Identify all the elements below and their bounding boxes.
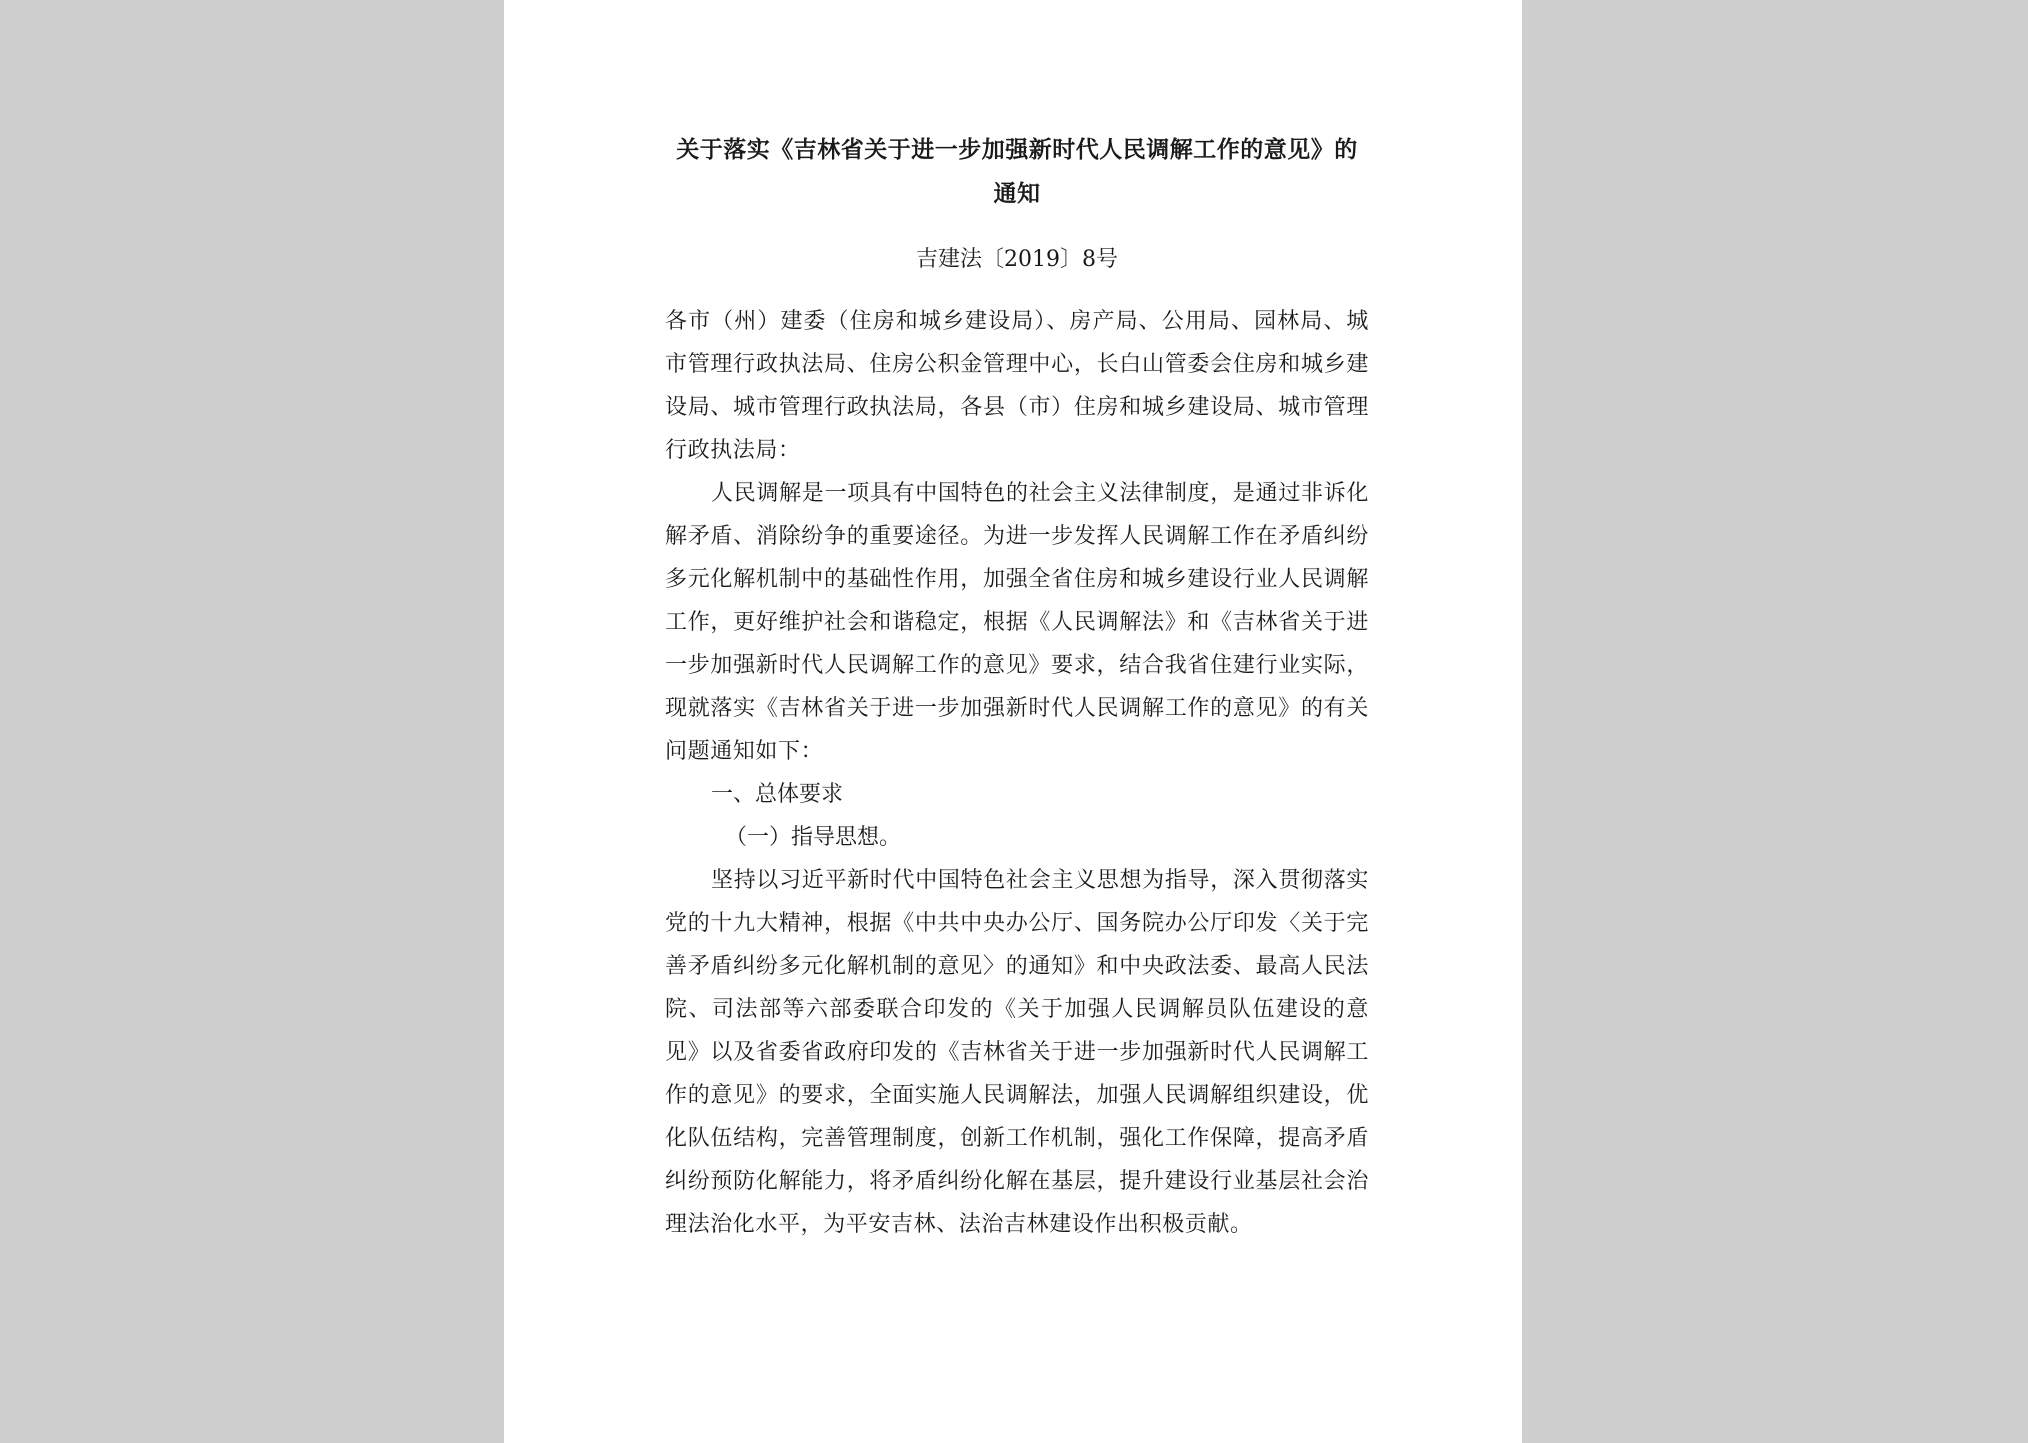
addressee-paragraph: 各市（州）建委（住房和城乡建设局）、房产局、公用局、园林局、城市管理行政执法局、住房公积金管理中心，长白山管委会住房和城乡建设局、城市管理行政执法局，各县（市）住房和城乡建设局、城市管理行政执法局： (665, 309, 1369, 463)
document-title-line-1: 关于落实《吉林省关于进一步加强新时代人民调解工作的意见》的 (676, 136, 1358, 163)
document-page (504, 0, 1522, 1443)
subsection-heading-guiding-ideology: （一）指导思想。 (725, 825, 902, 850)
guiding-ideology-paragraph: 坚持以习近平新时代中国特色社会主义思想为指导，深入贯彻落实党的十九大精神，根据《中共中央办公厅、国务院办公厅印发〈关于完善矛盾纠纷多元化解机制的意见〉的通知》和中央政法委、最高人民法院、司法部等六部委联合印发的《关于加强人民调解员队伍建设的意见》以及省委省政府印发的《吉林省关于进一步加强新时代人民调解工作的意见》的要求，全面实施人民调解法，加强人民调解组织建设，优化队伍结构，完善管理制度，创新工作机制，强化工作保障，提高矛盾纠纷预防化解能力，将矛盾纠纷化解在基层，提升建设行业基层社会治理法治化水平，为平安吉林、法治吉林建设作出积极贡献。 (665, 868, 1369, 1237)
page-content (665, 128, 1369, 1246)
intro-paragraph: 人民调解是一项具有中国特色的社会主义法律制度，是通过非诉化解矛盾、消除纷争的重要途径。为进一步发挥人民调解工作在矛盾纠纷多元化解机制中的基础性作用，加强全省住房和城乡建设行业人民调解工作，更好维护社会和谐稳定，根据《人民调解法》和《吉林省关于进一步加强新时代人民调解工作的意见》要求，结合我省住建行业实际，现就落实《吉林省关于进一步加强新时代人民调解工作的意见》的有关问题通知如下： (665, 481, 1369, 764)
document-number: 吉建法〔2019〕8号 (916, 247, 1118, 272)
section-heading-general-requirements: 一、总体要求 (711, 782, 844, 807)
document-title-line-2: 通知 (993, 180, 1041, 207)
